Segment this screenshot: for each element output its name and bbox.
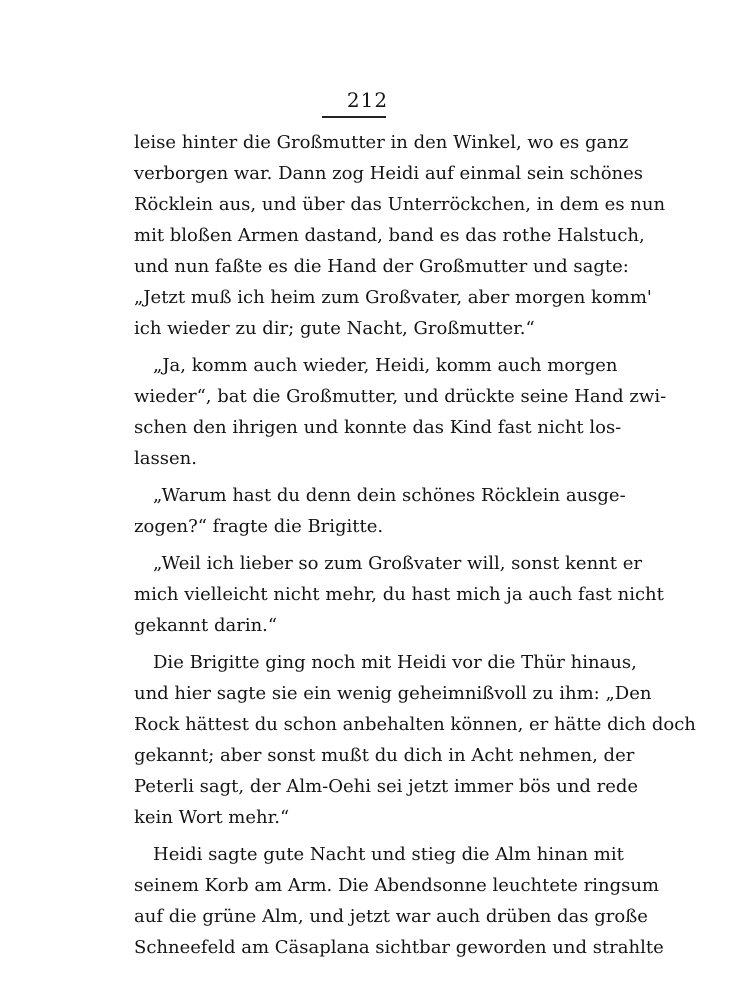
text-line: und hier sagte sie ein wenig geheimnißvoll zu ihm: „Den [134,683,652,704]
text-line: schen den ihrigen und konnte das Kind fast nicht los- [134,417,622,438]
text-line: gekannt darin.“ [134,615,278,636]
text-line: zogen?“ fragte die Brigitte. [134,516,384,537]
text-line: lassen. [134,448,197,469]
text-line: ich wieder zu dir; gute Nacht, Großmutter.“ [134,318,535,339]
paragraph [134,548,664,641]
paragraph [134,127,666,344]
header-rule [322,116,386,118]
text-line: Peterli sagt, der Alm-Oehi sei jetzt immer bös und rede [134,776,639,797]
text-line: auf die grüne Alm, und jetzt war auch drüben das große [134,906,648,927]
text-line: „Weil ich lieber so zum Großvater will, sonst kennt er [153,553,642,574]
text-line: Schneefeld am Cäsaplana sichtbar geworden und strahlte [134,937,664,958]
text-line: seinem Korb am Arm. Die Abendsonne leuchtete ringsum [134,875,659,896]
text-line: gekannt; aber sonst mußt du dich in Acht nehmen, der [134,745,635,766]
paragraph [134,839,664,963]
page-number: 212 [346,88,389,112]
text-line: „Warum hast du denn dein schönes Röcklein ausge- [153,485,626,506]
text-block [134,127,696,963]
text-line: mit bloßen Armen dastand, band es das rothe Halstuch, [134,225,645,246]
paragraph [134,350,667,474]
paragraph [134,647,696,833]
text-line: Rock hättest du schon anbehalten können, er hätte dich doch [134,714,696,735]
text-line: „Jetzt muß ich heim zum Großvater, aber morgen komm' [134,287,652,308]
text-line: Heidi sagte gute Nacht und stieg die Alm hinan mit [153,844,624,865]
text-line: Röcklein aus, und über das Unterröckchen, in dem es nun [134,194,666,215]
text-line: wieder“, bat die Großmutter, und drückte seine Hand zwi- [134,386,667,407]
text-line: verborgen war. Dann zog Heidi auf einmal sein schönes [134,163,644,184]
text-line: Die Brigitte ging noch mit Heidi vor die Thür hinaus, [153,652,637,673]
text-line: und nun faßte es die Hand der Großmutter und sagte: [134,256,629,277]
paragraph [134,480,626,542]
text-line: mich vielleicht nicht mehr, du hast mich ja auch fast nicht [134,584,664,605]
text-line: „Ja, komm auch wieder, Heidi, komm auch morgen [153,355,618,376]
text-line: leise hinter die Großmutter in den Winkel, wo es ganz [134,132,629,153]
text-line: kein Wort mehr.“ [134,807,290,828]
